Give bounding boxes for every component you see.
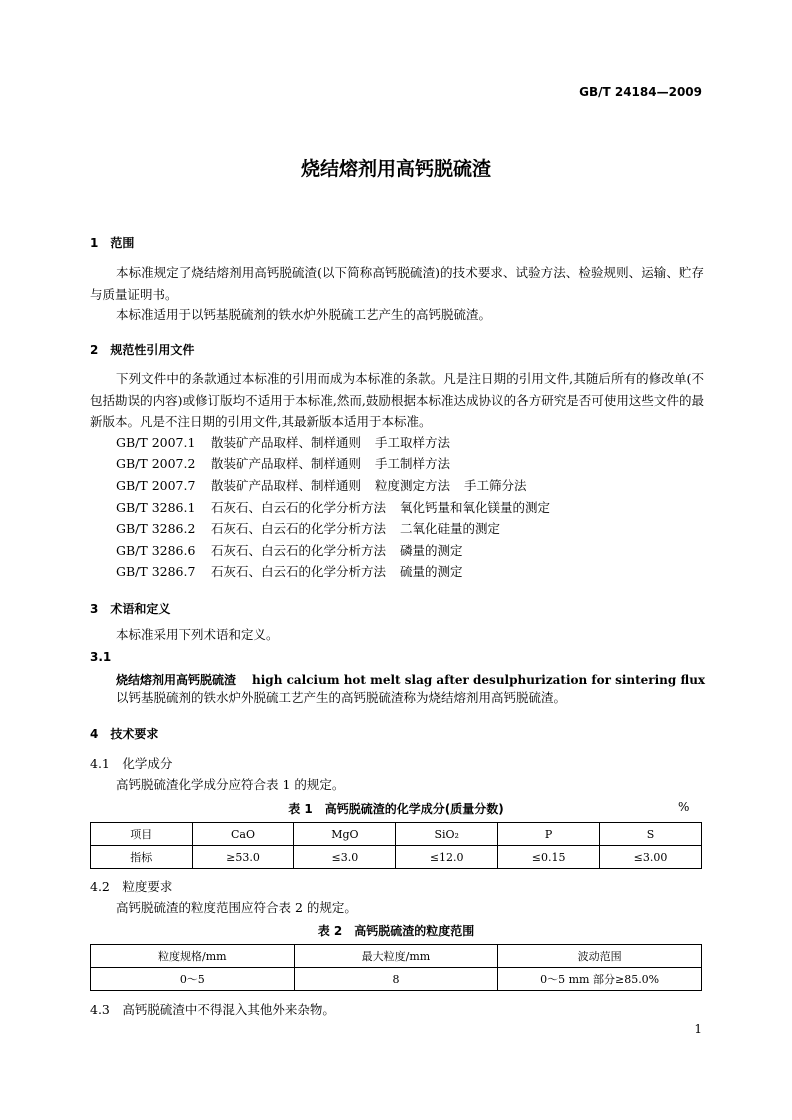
table-header-row — [91, 823, 702, 846]
reference-item: GB/T 2007.1 散装矿产品取样、制样通则 手工取样方法 — [116, 435, 451, 450]
table-header-cell: 波动范围 — [498, 945, 702, 968]
table-1-caption: 表 1 高钙脱硫渣的化学成分(质量分数) — [288, 802, 504, 816]
section-2-heading: 2 规范性引用文件 — [90, 343, 195, 357]
section-4-3-text: 4.3 高钙脱硫渣中不得混入其他外来杂物。 — [90, 1002, 335, 1017]
table-cell: ≤0.15 — [498, 846, 600, 869]
table-header-row — [91, 945, 702, 968]
table-cell: 0～5 mm 部分≥85.0% — [498, 968, 702, 991]
table-cell: ≤3.00 — [600, 846, 702, 869]
table-cell: 指标 — [91, 846, 193, 869]
table-cell: ≤3.0 — [294, 846, 396, 869]
table-row — [91, 846, 702, 869]
table-header-cell: S — [600, 823, 702, 846]
term-definition: 以钙基脱硫剂的铁水炉外脱硫工艺产生的高钙脱硫渣称为烧结熔剂用高钙脱硫渣。 — [116, 690, 567, 705]
section-1-heading: 1 范围 — [90, 236, 135, 250]
section-4-2-text: 高钙脱硫渣的粒度范围应符合表 2 的规定。 — [116, 900, 357, 915]
table-header-cell: 粒度规格/mm — [91, 945, 295, 968]
table-1-unit: % — [678, 800, 690, 814]
term-entry — [116, 671, 705, 688]
section-4-heading: 4 技术要求 — [90, 727, 159, 741]
table-cell: 8 — [294, 968, 498, 991]
table-1 — [90, 822, 702, 869]
section-4-1-text: 高钙脱硫渣化学成分应符合表 1 的规定。 — [116, 777, 345, 792]
page-number: 1 — [694, 1022, 702, 1036]
table-cell: 0～5 — [91, 968, 295, 991]
table-header-cell: 最大粒度/mm — [294, 945, 498, 968]
table-row — [91, 968, 702, 991]
reference-item: GB/T 2007.2 散装矿产品取样、制样通则 手工制样方法 — [116, 456, 451, 471]
table-header-cell: P — [498, 823, 600, 846]
section-4-1-heading: 4.1 化学成分 — [90, 756, 173, 771]
section-3-paragraph: 本标准采用下列术语和定义。 — [116, 627, 279, 642]
table-cell: ≤12.0 — [396, 846, 498, 869]
table-header-cell: CaO — [192, 823, 294, 846]
page-title: 烧结熔剂用高钙脱硫渣 — [300, 158, 491, 180]
reference-item: GB/T 2007.7 散装矿产品取样、制样通则 粒度测定方法 手工筛分法 — [116, 478, 527, 493]
section-1-paragraph-2: 本标准适用于以钙基脱硫剂的铁水炉外脱硫工艺产生的高钙脱硫渣。 — [116, 307, 492, 322]
section-2-paragraph: 下列文件中的条款通过本标准的引用而成为本标准的条款。凡是注日期的引用文件,其随后所有的修改单(不包括勘误的内容)或修订版均不适用于本标准,然而,鼓励根据本标准达成协议的各方研究是否可使用这些文件的最新版本。凡是不注日期的引用文件,其最新版本适用于本标准。 — [90, 371, 704, 429]
term-chinese: 烧结熔剂用高钙脱硫渣 — [116, 673, 237, 687]
table-header-cell: 项目 — [91, 823, 193, 846]
table-2 — [90, 944, 702, 991]
reference-item: GB/T 3286.1 石灰石、白云石的化学分析方法 氧化钙量和氧化镁量的测定 — [116, 500, 551, 515]
section-4-2-heading: 4.2 粒度要求 — [90, 879, 173, 894]
table-2-caption: 表 2 高钙脱硫渣的粒度范围 — [317, 924, 475, 938]
table-cell: ≥53.0 — [192, 846, 294, 869]
section-3-heading: 3 术语和定义 — [90, 602, 171, 616]
clause-number: 3.1 — [90, 650, 112, 664]
table-header-cell: MgO — [294, 823, 396, 846]
term-english: high calcium hot melt slag after desulphurization for sintering flux — [252, 673, 706, 687]
table-header-cell: SiO₂ — [396, 823, 498, 846]
reference-item: GB/T 3286.6 石灰石、白云石的化学分析方法 磷量的测定 — [116, 543, 463, 558]
section-1-paragraph-1: 本标准规定了烧结熔剂用高钙脱硫渣(以下简称高钙脱硫渣)的技术要求、试验方法、检验规则、运输、贮存与质量证明书。 — [90, 265, 704, 302]
reference-item: GB/T 3286.2 石灰石、白云石的化学分析方法 二氧化硅量的测定 — [116, 521, 501, 536]
standard-number: GB/T 24184—2009 — [579, 85, 702, 99]
reference-item: GB/T 3286.7 石灰石、白云石的化学分析方法 硫量的测定 — [116, 564, 463, 579]
